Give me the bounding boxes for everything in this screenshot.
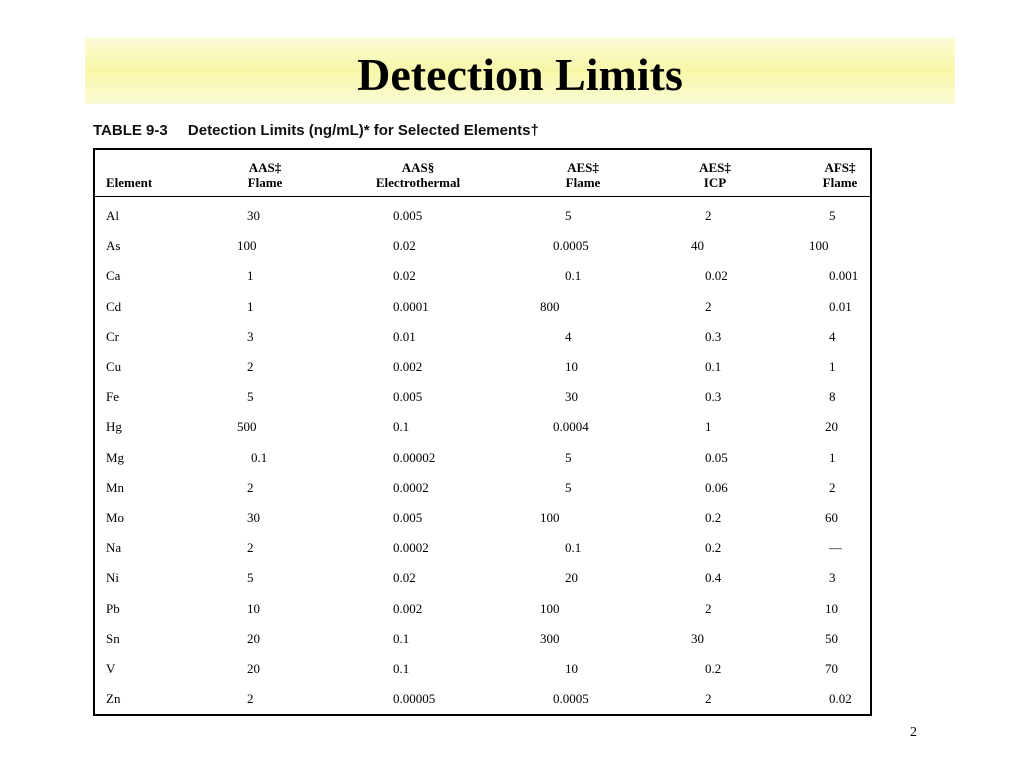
value-cell: 0.0005	[553, 238, 589, 254]
value-cell: 5	[565, 208, 572, 223]
value-cell: 1	[829, 449, 836, 465]
value-cell: 0.1	[705, 359, 722, 374]
value-cell: 2	[829, 479, 836, 495]
value-cell: 0.02	[393, 238, 416, 254]
value-cell: 0.005	[393, 208, 423, 223]
value-cell: 0.0001	[393, 298, 429, 314]
value-cell: 0.02	[393, 570, 416, 586]
element-cell: As	[106, 238, 121, 254]
value-cell: 0.0002	[393, 479, 429, 495]
page-number: 2	[910, 725, 917, 740]
value-cell: 0.01	[393, 328, 416, 344]
value-cell: 20	[565, 570, 578, 586]
element-cell: V	[106, 661, 116, 676]
value-cell: 0.0005	[553, 691, 589, 707]
value-cell: 0.1	[565, 540, 582, 556]
value-cell: 2	[705, 600, 712, 616]
value-cell: 30	[247, 208, 260, 223]
value-cell: 20	[825, 419, 838, 435]
value-cell: 0.002	[393, 359, 423, 374]
header-rule	[95, 196, 870, 197]
value-cell: 0.3	[705, 389, 722, 405]
header-line2: Flame	[247, 175, 283, 190]
table-caption-text: Detection Limits (ng/mL)* for Selected Elements†	[187, 122, 539, 139]
value-cell: 4	[829, 328, 836, 344]
value-cell: 0.3	[705, 328, 722, 344]
header-cell	[680, 160, 750, 190]
value-cell: 1	[247, 298, 254, 314]
element-cell: Zn	[106, 691, 121, 707]
value-cell: 100	[237, 238, 257, 254]
header-cell	[225, 160, 305, 190]
value-cell: 0.1	[393, 661, 410, 676]
header-cell	[106, 160, 166, 190]
value-cell: 3	[247, 328, 254, 344]
value-cell: 2	[705, 208, 712, 223]
value-cell: 0.02	[705, 268, 728, 284]
value-cell: 20	[247, 630, 260, 646]
element-cell: Mn	[106, 479, 125, 495]
value-cell: 0.01	[829, 298, 852, 314]
value-cell: 100	[809, 238, 829, 254]
value-cell: 2	[247, 540, 254, 556]
header-line2: Flame	[565, 175, 601, 190]
value-cell: 0.2	[705, 661, 722, 676]
element-cell: Mo	[106, 510, 125, 525]
value-cell: 2	[705, 691, 712, 707]
value-cell: 0.02	[829, 691, 852, 707]
element-cell: Al	[106, 208, 119, 223]
value-cell: 1	[705, 419, 712, 435]
value-cell: 0.0004	[553, 419, 589, 435]
element-cell: Cd	[106, 298, 122, 314]
value-cell: 0.00002	[393, 449, 436, 465]
value-cell: 5	[247, 389, 254, 405]
value-cell: 30	[691, 630, 704, 646]
value-cell: 0.06	[705, 479, 728, 495]
value-cell: 2	[247, 359, 254, 374]
value-cell: 0.1	[565, 268, 582, 284]
value-cell: 8	[829, 389, 836, 405]
element-cell: Mg	[106, 449, 125, 465]
value-cell: 10	[825, 600, 838, 616]
header-line2: Flame	[822, 175, 858, 190]
detection-limits-table	[93, 148, 872, 716]
header-cell	[805, 160, 875, 190]
value-cell: 0.005	[393, 389, 423, 405]
element-cell: Ca	[106, 268, 121, 284]
value-cell: 0.2	[705, 510, 722, 525]
header-cell	[543, 160, 623, 190]
element-cell: Pb	[106, 600, 120, 616]
value-cell: 50	[825, 630, 838, 646]
header-line2: Element	[106, 175, 153, 190]
element-cell: Sn	[106, 630, 120, 646]
element-cell: Cu	[106, 359, 122, 374]
header-line1: AES‡	[699, 160, 731, 175]
value-cell: 70	[825, 661, 838, 676]
value-cell: 30	[247, 510, 260, 525]
header-line2: ICP	[703, 175, 727, 190]
header-line1: AAS‡	[248, 160, 282, 175]
value-cell: 5	[565, 449, 572, 465]
element-cell: Hg	[106, 419, 122, 435]
value-cell: 1	[829, 359, 836, 374]
value-cell: 10	[565, 359, 578, 374]
value-cell: 500	[237, 419, 257, 435]
title-band	[85, 38, 955, 104]
value-cell: 0.02	[393, 268, 416, 284]
header-line1: AFS‡	[824, 160, 856, 175]
slide-title: Detection Limits	[357, 49, 683, 100]
value-cell: 300	[540, 630, 560, 646]
header-cell	[353, 160, 483, 190]
header-line1	[106, 160, 166, 175]
element-cell: Ni	[106, 570, 119, 586]
value-cell: 0.005	[393, 510, 423, 525]
value-cell: 5	[247, 570, 254, 586]
value-cell: 10	[247, 600, 260, 616]
value-cell: 0.0002	[393, 540, 429, 556]
value-cell: 0.002	[393, 600, 423, 616]
value-cell: 0.1	[393, 419, 410, 435]
value-cell: 2	[247, 479, 254, 495]
value-cell: 2	[247, 691, 254, 707]
value-cell: 30	[565, 389, 578, 405]
value-cell: 0.05	[705, 449, 728, 465]
table-caption	[93, 122, 539, 139]
value-cell: 0.4	[705, 570, 722, 586]
header-line2: Electrothermal	[375, 175, 461, 190]
value-cell: 1	[247, 268, 254, 284]
element-cell: Na	[106, 540, 122, 556]
element-cell: Cr	[106, 328, 119, 344]
value-cell: 800	[540, 298, 560, 314]
value-cell: 5	[565, 479, 572, 495]
value-cell: 0.1	[251, 449, 268, 465]
value-cell: 4	[565, 328, 572, 344]
value-cell: 10	[565, 661, 578, 676]
header-line1: AES‡	[567, 160, 599, 175]
value-cell: 60	[825, 510, 838, 525]
value-cell: 100	[540, 510, 560, 525]
value-cell: 0.1	[393, 630, 410, 646]
value-cell: 5	[829, 208, 836, 223]
element-cell: Fe	[106, 389, 119, 405]
value-cell: 20	[247, 661, 260, 676]
value-cell: 0.00005	[393, 691, 436, 707]
table-label: TABLE 9-3	[93, 122, 168, 139]
value-cell: 0.2	[705, 540, 722, 556]
value-cell: 0.001	[829, 268, 859, 284]
value-cell: 2	[705, 298, 712, 314]
header-line1: AAS§	[401, 160, 435, 175]
value-cell: 100	[540, 600, 560, 616]
value-cell: 40	[691, 238, 704, 254]
value-cell: —	[829, 540, 842, 556]
value-cell: 3	[829, 570, 836, 586]
